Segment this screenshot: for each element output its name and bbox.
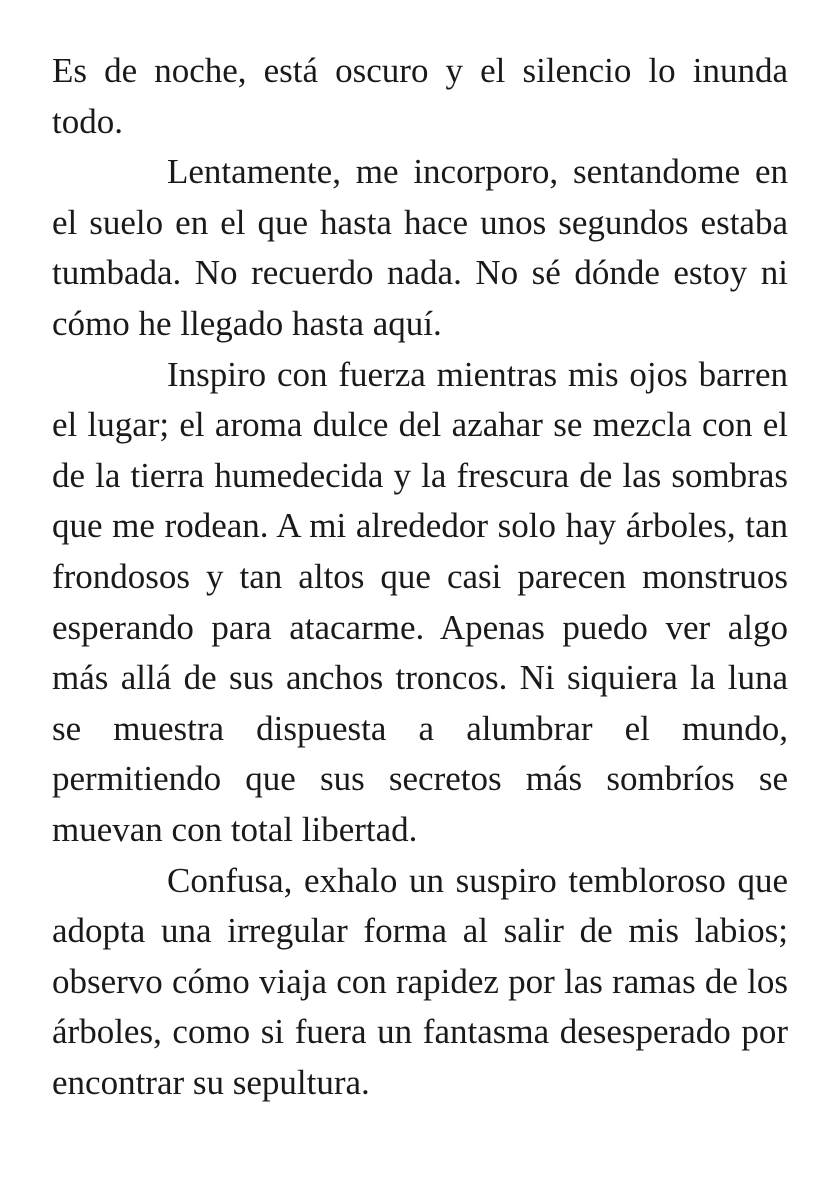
paragraph-1: Es de noche, está oscuro y el silencio lo inunda todo. xyxy=(52,51,788,141)
paragraph-4: Confusa, exhalo un suspiro tembloroso que adopta una irregular forma al salir de mis labios; observo cómo viaja con rapidez por las ramas de los árboles, como si fuera un fantasma desesperado por encontrar su sepultura. xyxy=(52,860,788,1102)
document-page xyxy=(52,46,788,1108)
paragraph-2: Lentamente, me incorporo, sentandome en el suelo en el que hasta hace unos segundos estaba tumbada. No recuerdo nada. No sé dónde estoy ni cómo he llegado hasta aquí. xyxy=(52,152,788,343)
paragraph-3: Inspiro con fuerza mientras mis ojos barren el lugar; el aroma dulce del azahar se mezcla con el de la tierra humedecida y la frescura de las sombras que me rodean. A mi alrededor solo hay árboles, tan frondosos y tan altos que casi parecen monstruos esperando para atacarme. Apenas puedo ver algo más allá de sus anchos troncos. Ni siquiera la luna se muestra dispuesta a alumbrar el mundo, permitiendo que sus secretos más sombríos se muevan con total libertad. xyxy=(52,354,788,849)
